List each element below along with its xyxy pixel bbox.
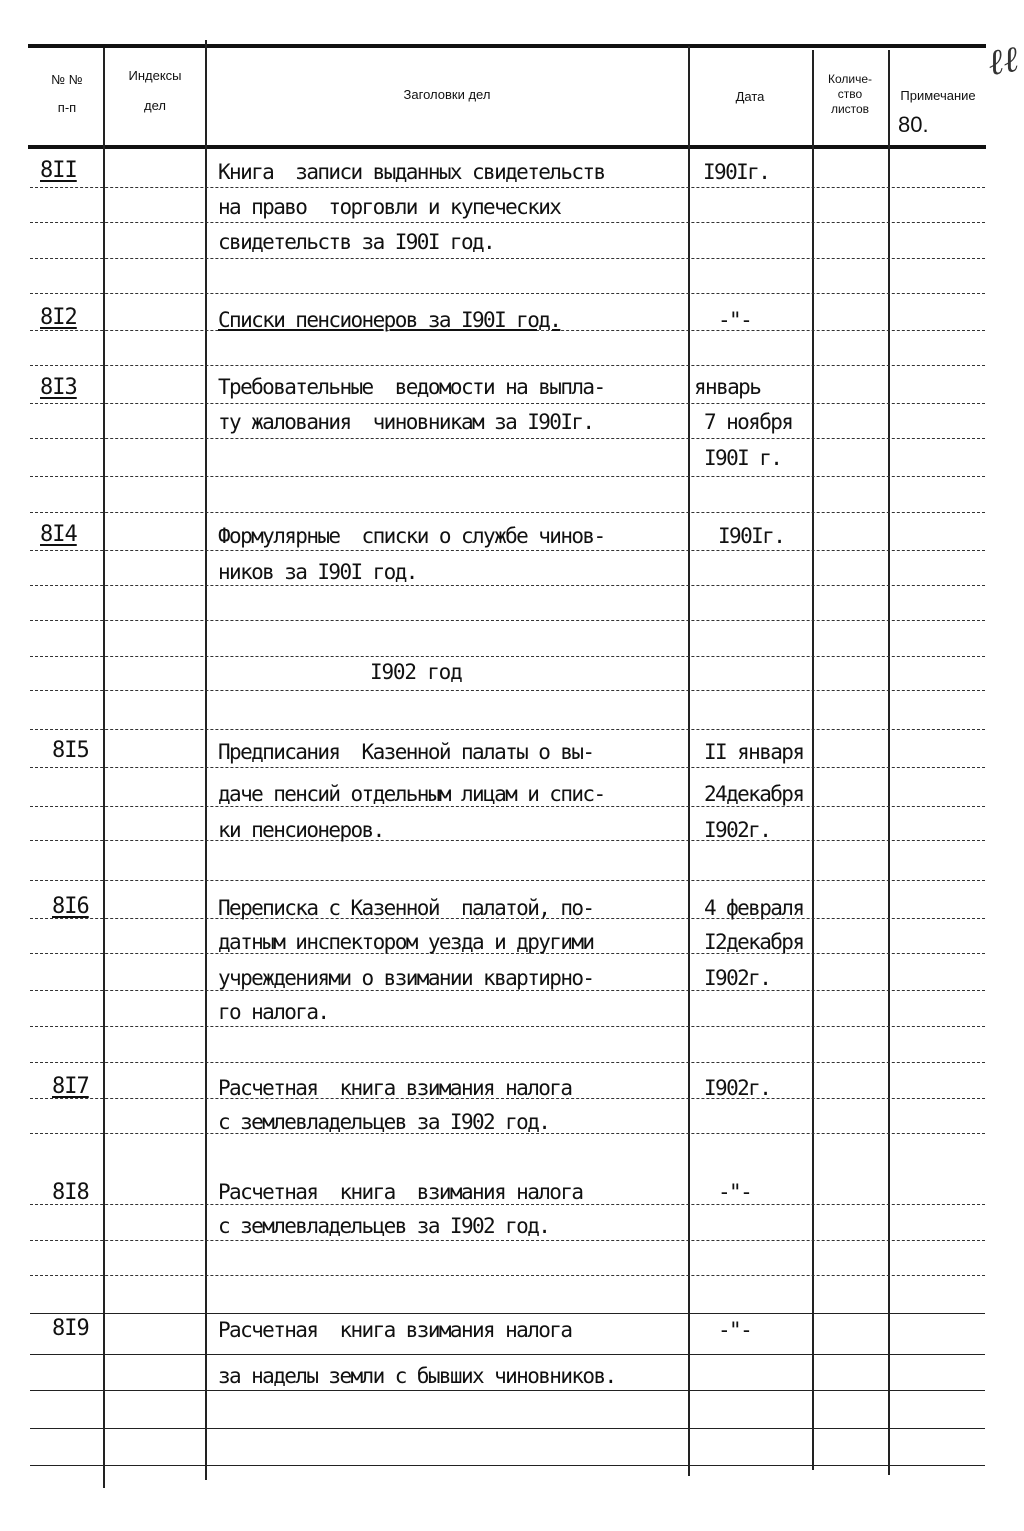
ruled-line (30, 1275, 985, 1276)
top-rule (28, 44, 986, 48)
ruled-line (30, 656, 985, 657)
entry-date-line: 4 февраля (704, 896, 804, 920)
header-sheets-line1: Количе- (827, 72, 873, 86)
entry-title-line: учреждениями о взимании квартирно- (218, 966, 594, 990)
ruled-line (30, 1204, 985, 1205)
header-index-line2: дел (144, 98, 166, 114)
column-divider-index (205, 40, 207, 1480)
entry-title-line: на право торговли и купеческих (218, 195, 561, 219)
ruled-line (30, 1428, 985, 1429)
entry-date-line: 7 ноября (704, 410, 793, 434)
ruled-line (30, 222, 985, 223)
entry-title-line: Расчетная книга взимания налога (218, 1318, 572, 1342)
ruled-line (30, 880, 985, 881)
entry-date-line: I902г. (704, 966, 771, 990)
entry-title-line: Списки пенсионеров за I90I год. (218, 308, 561, 332)
ruled-line (30, 767, 985, 768)
ruled-line (30, 187, 985, 188)
ruled-line (30, 1465, 985, 1466)
entry-title-line: свидетельств за I90I год. (218, 230, 495, 254)
ruled-line (30, 1062, 985, 1063)
ruled-line (30, 258, 985, 259)
entry-number: 8I2 (40, 305, 77, 330)
header-index-line1: Индексы (128, 68, 182, 83)
entry-title-line: за наделы земли с бывших чиновников. (218, 1364, 616, 1388)
header-note: Примечание (900, 88, 976, 103)
entry-date: I90Iг. (718, 524, 785, 548)
entry-title-line: Книга записи выданных свидетельств (218, 160, 605, 184)
ruled-line (30, 840, 985, 841)
entry-title-line: Расчетная книга взимания налога (218, 1180, 583, 1204)
column-divider-title (688, 46, 690, 1476)
header-number-line2: п-п (57, 100, 77, 116)
entry-title-line: Переписка с Казенной палатой, по- (218, 896, 594, 920)
entry-number: 8I9 (52, 1316, 89, 1341)
ruled-line (30, 550, 985, 551)
entry-title-line: ки пенсионеров. (218, 818, 384, 842)
year-section-heading: I902 год (370, 660, 462, 684)
entry-date-line: I2декабря (704, 930, 804, 954)
ruled-line (30, 990, 985, 991)
ruled-line (30, 1240, 985, 1241)
entry-number: 8I6 (52, 894, 89, 919)
ruled-line (30, 690, 985, 691)
entry-title-line: Предписания Казенной палаты о вы- (218, 740, 594, 764)
entry-date-line (694, 375, 760, 399)
header-title: Заголовки дел (403, 87, 491, 102)
entry-date-line: 24декабря (704, 782, 804, 806)
ruled-line (30, 403, 985, 404)
ruled-line (30, 1026, 985, 1027)
entry-title-line: го налога. (218, 1000, 329, 1024)
header-sheets-line3: листов (830, 102, 870, 116)
ruled-line (30, 1313, 985, 1314)
entry-number: 8II (40, 158, 77, 183)
ruled-line (30, 585, 985, 586)
entry-date: I902г. (704, 1076, 771, 1100)
ruled-line (30, 365, 985, 366)
sheet-number: 80. (898, 112, 929, 137)
entry-number: 8I4 (40, 522, 77, 547)
ruled-line (30, 620, 985, 621)
column-divider-date (812, 50, 814, 1470)
entry-title-line: датным инспектором уезда и другими (218, 930, 594, 954)
header-index (106, 68, 204, 115)
header-number-line1: № № (51, 72, 83, 87)
header-sheets-line2: ство (837, 87, 863, 101)
entry-title-line: Расчетная книга взимания налога (218, 1076, 572, 1100)
entry-number: 8I3 (40, 375, 77, 400)
ruled-line (30, 1390, 985, 1391)
column-divider-sheets (888, 50, 890, 1475)
ruled-line (30, 1354, 985, 1355)
column-divider-num (103, 48, 105, 1488)
ruled-line (30, 293, 985, 294)
entry-title-line: ников за I90I год. (218, 560, 417, 584)
entry-title-line: даче пенсий отдельным лицам и спис- (218, 782, 605, 806)
entry-title-line: с землевладельцев за I902 год. (218, 1214, 550, 1238)
ruled-line (30, 729, 985, 730)
date-start: январь (694, 375, 761, 399)
entry-date: -"- (718, 1180, 752, 1204)
entry-date: -"- (718, 308, 752, 332)
entry-number: 8I8 (52, 1180, 89, 1205)
ruled-line (30, 476, 985, 477)
entry-number: 8I7 (52, 1074, 89, 1099)
entry-date-line: II января (704, 740, 804, 764)
ruled-line (30, 806, 985, 807)
entry-date: I90Iг. (703, 160, 770, 184)
entry-date-line: I902г. (704, 818, 771, 842)
entry-date-line: I90I г. (704, 446, 782, 470)
header-sheet-count (812, 72, 888, 117)
handwritten-signature: ℓℓ (984, 38, 1022, 85)
entry-title-line: Формулярные списки о службе чинов- (218, 524, 605, 548)
entry-number: 8I5 (52, 738, 89, 763)
header-number (34, 72, 100, 117)
header-bottom-rule (28, 145, 986, 149)
header-date: Дата (735, 89, 765, 104)
ruled-line (30, 512, 985, 513)
entry-title-line: ту жалования чиновникам за I90Iг. (218, 410, 594, 434)
entry-date: -"- (718, 1318, 752, 1342)
entry-title-line: Требовательные ведомости на выпла- (218, 375, 605, 399)
ruled-line (30, 438, 985, 439)
entry-title-line: с землевладельцев за I902 год. (218, 1110, 550, 1134)
